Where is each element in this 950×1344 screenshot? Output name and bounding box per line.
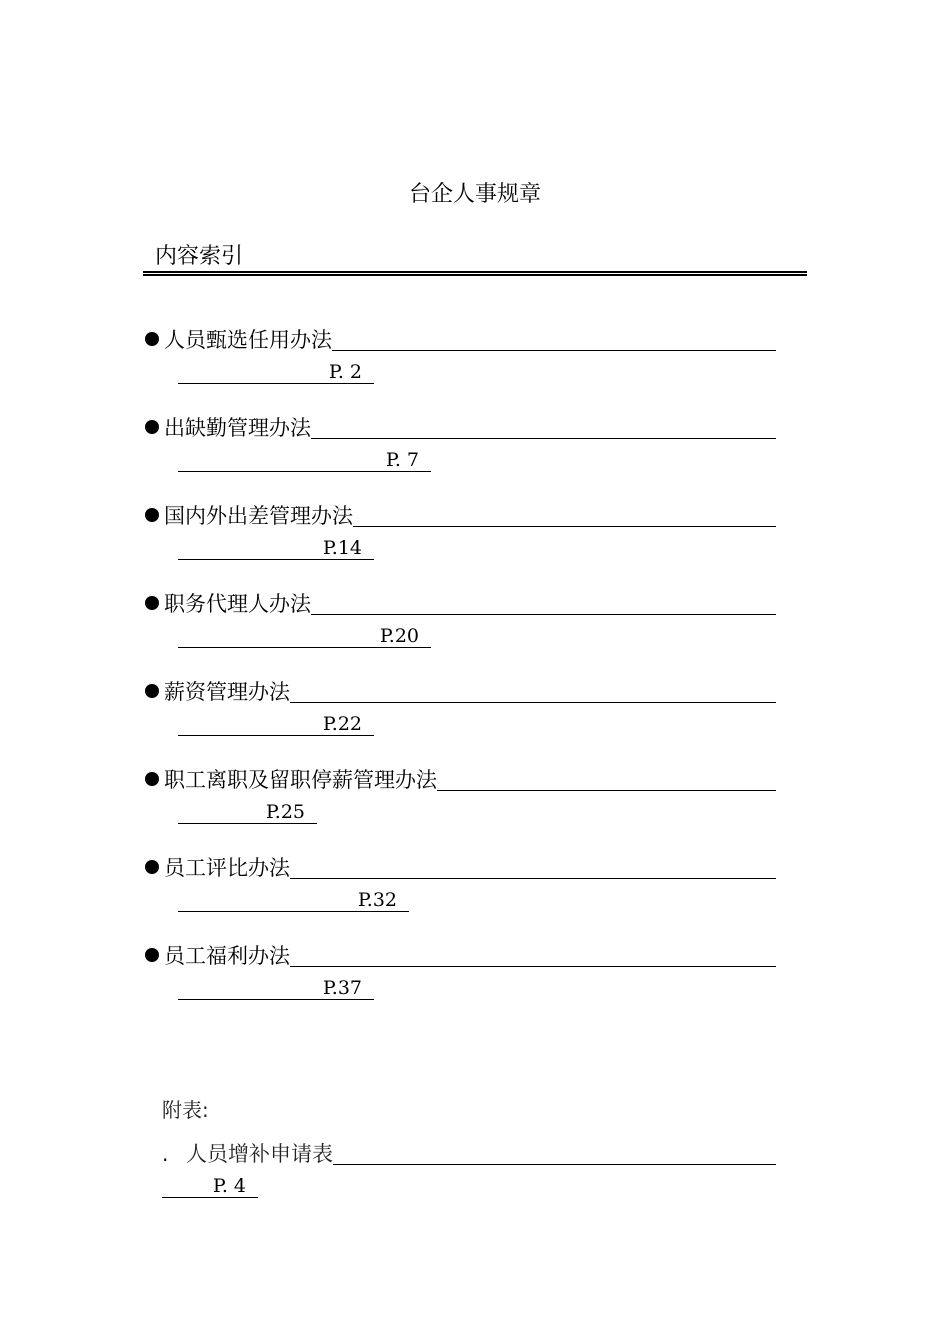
bullet-icon xyxy=(145,860,159,874)
toc-entry-title: 人员甄选任用办法 xyxy=(164,328,332,352)
toc-entry-line xyxy=(143,588,776,618)
toc-entry-line xyxy=(143,676,776,706)
leader-line xyxy=(333,1164,776,1165)
bullet-icon xyxy=(145,508,159,522)
bullet-icon xyxy=(145,684,159,698)
toc-entry-line xyxy=(143,940,776,970)
bullet-icon xyxy=(145,948,159,962)
toc-entry xyxy=(143,940,776,1004)
toc-page-number: P.25 xyxy=(178,800,317,824)
leader-line xyxy=(290,966,776,967)
toc-entry-title: 员工评比办法 xyxy=(164,856,290,880)
leader-line xyxy=(290,702,776,703)
toc-page-line xyxy=(143,888,776,916)
appendix-page-number: P. 4 xyxy=(162,1174,258,1198)
toc-header xyxy=(143,242,807,276)
appendix-entry-title: 人员增补申请表 xyxy=(186,1142,333,1166)
leader-line xyxy=(353,526,776,527)
toc-entry xyxy=(143,764,776,828)
toc-page-line xyxy=(143,624,776,652)
toc-entry-title: 职务代理人办法 xyxy=(164,592,311,616)
appendix-entry xyxy=(162,1138,776,1202)
toc-page-line xyxy=(143,976,776,1004)
toc-header-label: 内容索引 xyxy=(155,244,244,269)
toc-page-number: P.20 xyxy=(178,624,431,648)
leader-line xyxy=(332,350,776,351)
leader-line xyxy=(311,614,776,615)
toc-page-line xyxy=(143,448,776,476)
toc-entry-line xyxy=(143,412,776,442)
toc-page-line xyxy=(143,712,776,740)
bullet-icon xyxy=(145,596,159,610)
appendix-entry-line xyxy=(162,1138,776,1168)
bullet-icon xyxy=(145,420,159,434)
toc-entry-line xyxy=(143,764,776,794)
toc-page-line xyxy=(143,536,776,564)
toc-page-number: P. 7 xyxy=(178,448,431,472)
appendix-page-line xyxy=(162,1174,776,1202)
toc-entry-title: 薪资管理办法 xyxy=(164,680,290,704)
toc-entry xyxy=(143,324,776,388)
page-title: 台企人事规章 xyxy=(408,182,541,207)
toc-page-line xyxy=(143,800,776,828)
toc-entry-title: 职工离职及留职停薪管理办法 xyxy=(164,768,437,792)
leader-line xyxy=(290,878,776,879)
toc-page-number: P.22 xyxy=(178,712,374,736)
toc-entry-title: 国内外出差管理办法 xyxy=(164,504,353,528)
appendix-heading: 附表: xyxy=(162,1098,209,1122)
toc-entry xyxy=(143,676,776,740)
toc-entry xyxy=(143,852,776,916)
leader-line xyxy=(437,790,776,791)
bullet-icon xyxy=(145,772,159,786)
toc-page-number: P. 2 xyxy=(178,360,374,384)
toc-entry-line xyxy=(143,852,776,882)
toc-entry xyxy=(143,412,776,476)
toc-page-number: P.14 xyxy=(178,536,374,560)
bullet-icon xyxy=(145,332,159,346)
leader-line xyxy=(311,438,776,439)
toc-entry xyxy=(143,588,776,652)
toc-entry-title: 出缺勤管理办法 xyxy=(164,416,311,440)
toc-page-number: P.37 xyxy=(178,976,374,1000)
toc-page-number: P.32 xyxy=(178,888,409,912)
toc-entry-title: 员工福利办法 xyxy=(164,944,290,968)
appendix-marker: . xyxy=(162,1142,169,1166)
toc-page-line xyxy=(143,360,776,388)
toc-entry-line xyxy=(143,324,776,354)
toc-entry xyxy=(143,500,776,564)
toc-entry-line xyxy=(143,500,776,530)
